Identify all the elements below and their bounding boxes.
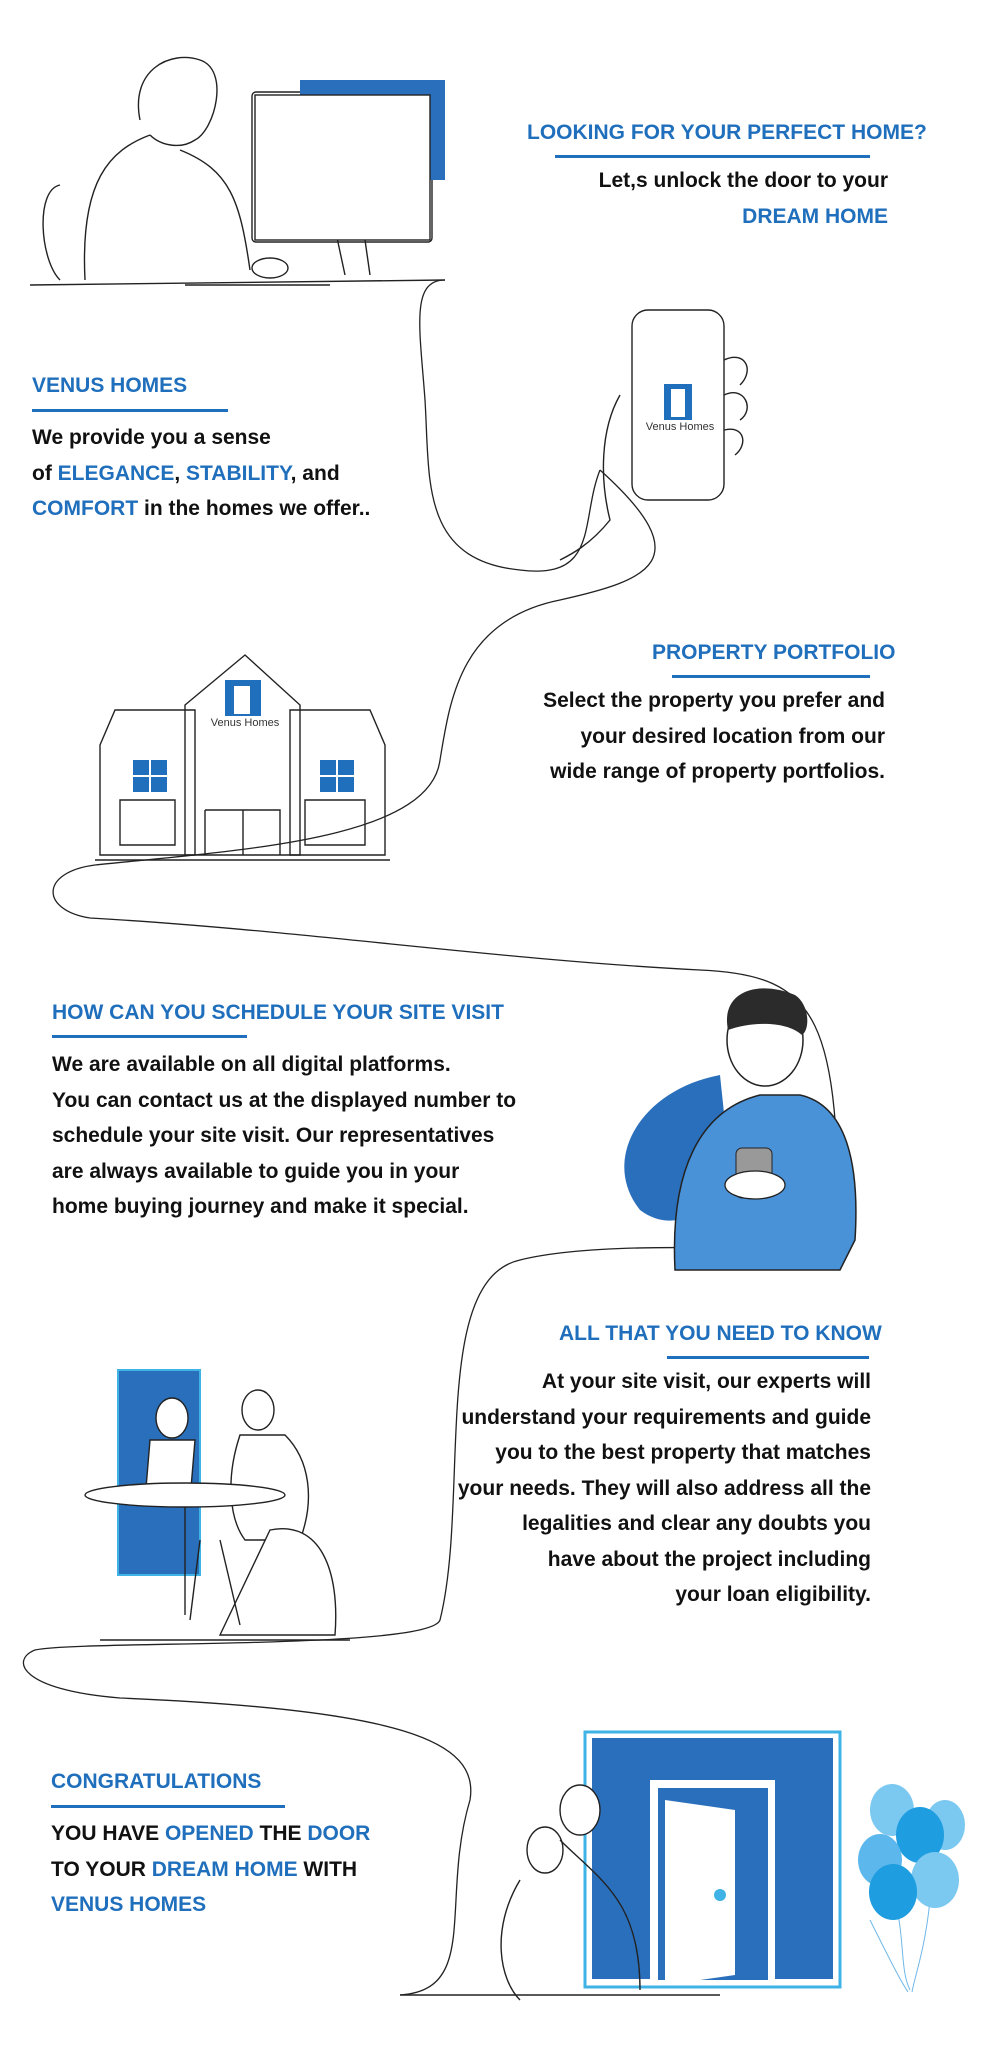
section4-line3: schedule your site visit. Our representatives	[52, 1124, 495, 1147]
section3-heading-underline	[672, 675, 870, 678]
section6-line2	[51, 1852, 370, 1888]
couple-at-door-illustration	[400, 1732, 840, 2000]
section4-line5: home buying journey and make it special.	[52, 1195, 469, 1218]
section6-line2-end: WITH	[297, 1857, 358, 1881]
section2-line2-start: of	[32, 461, 58, 485]
section2-heading: VENUS HOMES	[32, 374, 188, 397]
section2-line2-end: , and	[290, 461, 340, 485]
section6-line3: VENUS HOMES	[51, 1893, 207, 1916]
section1-line2: DREAM HOME	[742, 204, 888, 228]
section4-line4: are always available to guide you in your	[52, 1159, 460, 1183]
section4-text	[52, 1047, 516, 1225]
section2-heading-underline	[32, 409, 228, 412]
section6-line1	[51, 1816, 370, 1852]
section3-heading: PROPERTY PORTFOLIO	[652, 641, 896, 664]
section6-line2-start: TO YOUR	[51, 1857, 152, 1881]
section4-heading-underline	[52, 1035, 247, 1038]
section2-text	[32, 420, 370, 527]
elegance-word: ELEGANCE	[57, 461, 175, 485]
section4-line2: You can contact us at the displayed number to	[52, 1088, 517, 1112]
section3-line1: Select the property you prefer and	[543, 689, 885, 712]
section5-line5: legalities and clear any doubts you	[522, 1512, 871, 1535]
section2-comma: ,	[174, 461, 187, 485]
section6-line1-start: YOU HAVE	[51, 1822, 165, 1845]
section4-heading: HOW CAN YOU SCHEDULE YOUR SITE VISIT	[52, 1001, 504, 1024]
section1-heading-underline	[555, 155, 870, 158]
section5-text	[458, 1364, 871, 1613]
section6-line1-mid: THE	[253, 1822, 308, 1845]
smiling-man-with-phone-illustration	[624, 988, 856, 1270]
section5-line2: understand your requirements and guide	[461, 1405, 871, 1429]
stability-word: STABILITY	[186, 461, 291, 485]
section1-line1: Let,s unlock the door to your	[598, 169, 888, 192]
section2-line3-end: in the homes we offer..	[138, 497, 371, 520]
house-logo-text: Venus Homes	[210, 717, 280, 729]
door-word: DOOR	[307, 1822, 371, 1845]
section5-line4: your needs. They will also address all the	[457, 1476, 871, 1500]
section2-line3	[32, 491, 370, 527]
dream-home-word: DREAM HOME	[151, 1857, 298, 1881]
section3-text	[543, 683, 885, 790]
section3-line3: wide range of property portfolios.	[550, 760, 885, 783]
opened-word: OPENED	[164, 1822, 254, 1845]
section1-text	[599, 163, 888, 234]
section6-heading-underline	[51, 1805, 285, 1808]
phone-logo-text: Venus Homes	[645, 421, 715, 433]
section5-line7: your loan eligibility.	[675, 1583, 871, 1606]
meeting-illustration	[85, 1370, 350, 1640]
section2-line1: We provide you a sense	[32, 426, 271, 449]
balloons-icon	[858, 1784, 965, 1992]
section6-heading: CONGRATULATIONS	[51, 1770, 262, 1793]
section5-heading: ALL THAT YOU NEED TO KNOW	[559, 1322, 882, 1345]
section3-line2: your desired location from our	[580, 724, 885, 748]
section5-line1: At your site visit, our experts will	[541, 1370, 871, 1393]
section2-line2	[32, 456, 370, 492]
section5-line6: have about the project including	[547, 1547, 871, 1571]
section5-line3: you to the best property that matches	[495, 1441, 871, 1464]
section6-text	[51, 1816, 370, 1923]
comfort-word: COMFORT	[32, 497, 139, 520]
section1-heading: LOOKING FOR YOUR PERFECT HOME?	[527, 121, 927, 144]
section5-heading-underline	[667, 1356, 869, 1359]
section4-line1: We are available on all digital platforms.	[52, 1053, 451, 1076]
